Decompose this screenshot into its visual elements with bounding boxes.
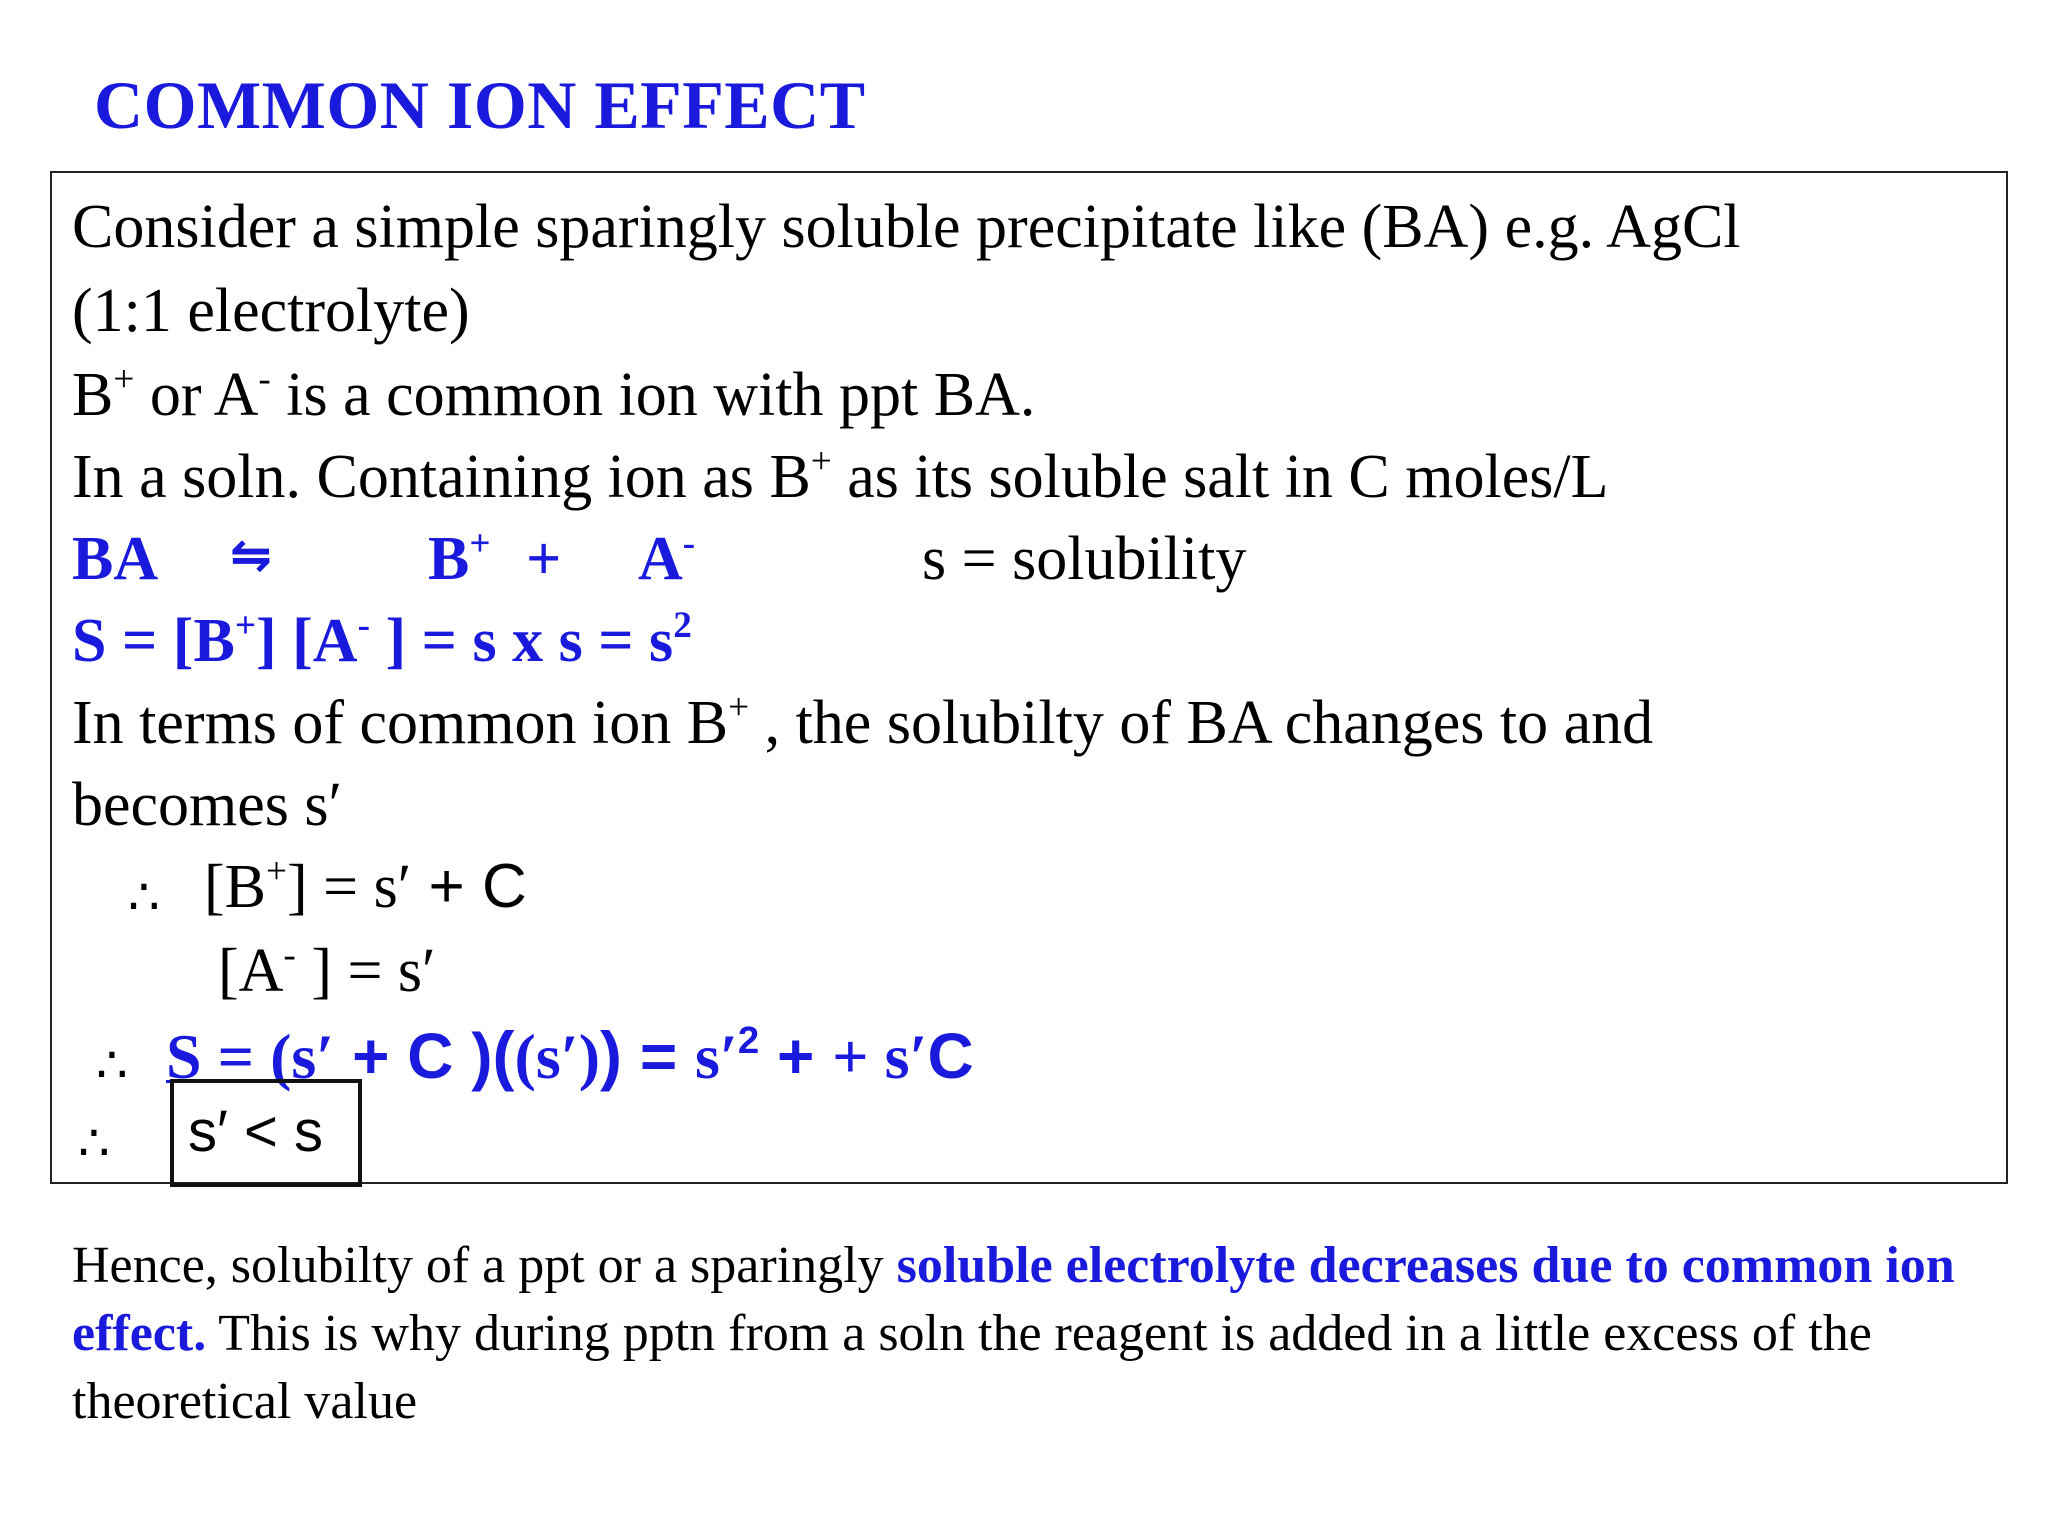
conclusion-paragraph: Hence, solubilty of a ppt or a sparingly soluble electrolyte decreases due to common ion effect. This is why during pptn from a soln the reagent is added in a little excess of the theoretical value — [72, 1237, 1955, 1430]
therefore-symbol-2: ∴ — [96, 1036, 128, 1094]
becomes-line: becomes s′ — [72, 771, 343, 839]
equilibrium-cation: B+ — [428, 522, 491, 593]
equilibrium-arrow-icon: ⇋ — [230, 526, 272, 584]
common-ion-line: B+ or A- is a common ion with ppt BA. — [72, 358, 1036, 429]
equilibrium-reactant: BA — [72, 525, 159, 593]
intro-line-2: (1:1 electrolyte) — [72, 277, 470, 345]
slide-title: COMMON ION EFFECT — [94, 67, 866, 143]
intro-line-1: Consider a simple sparingly soluble precipitate like (BA) e.g. AgCl — [72, 193, 1741, 261]
therefore-symbol-1: ∴ — [128, 868, 160, 926]
equilibrium-anion: A- — [638, 522, 696, 593]
modified-solubility-equation: S = (s′ + C )$((s')) = s'^2$ + + s′C — [166, 1018, 974, 1092]
highlighted-conclusion: soluble electrolyte decreases due to common ion effect. — [72, 1237, 1955, 1362]
therefore-symbol-3: ∴ — [78, 1114, 110, 1172]
cation-concentration: [B+] = s′ + C — [204, 850, 527, 921]
solubility-product-equation: S = [B+] [A- ] = s x $s = s^2$ — [72, 604, 692, 675]
common-ion-terms-line: In terms of common ion B+ , the solubilty of BA changes to and — [72, 686, 1654, 757]
conclusion-box: s′ < s — [170, 1079, 362, 1187]
anion-concentration: [A- ] = s′ — [218, 934, 436, 1005]
solubility-note: s = solubility — [922, 525, 1247, 593]
solution-line: In a soln. Containing ion as B+ as its soluble salt in C moles/L — [72, 440, 1609, 511]
equilibrium-plus: + — [526, 525, 562, 593]
